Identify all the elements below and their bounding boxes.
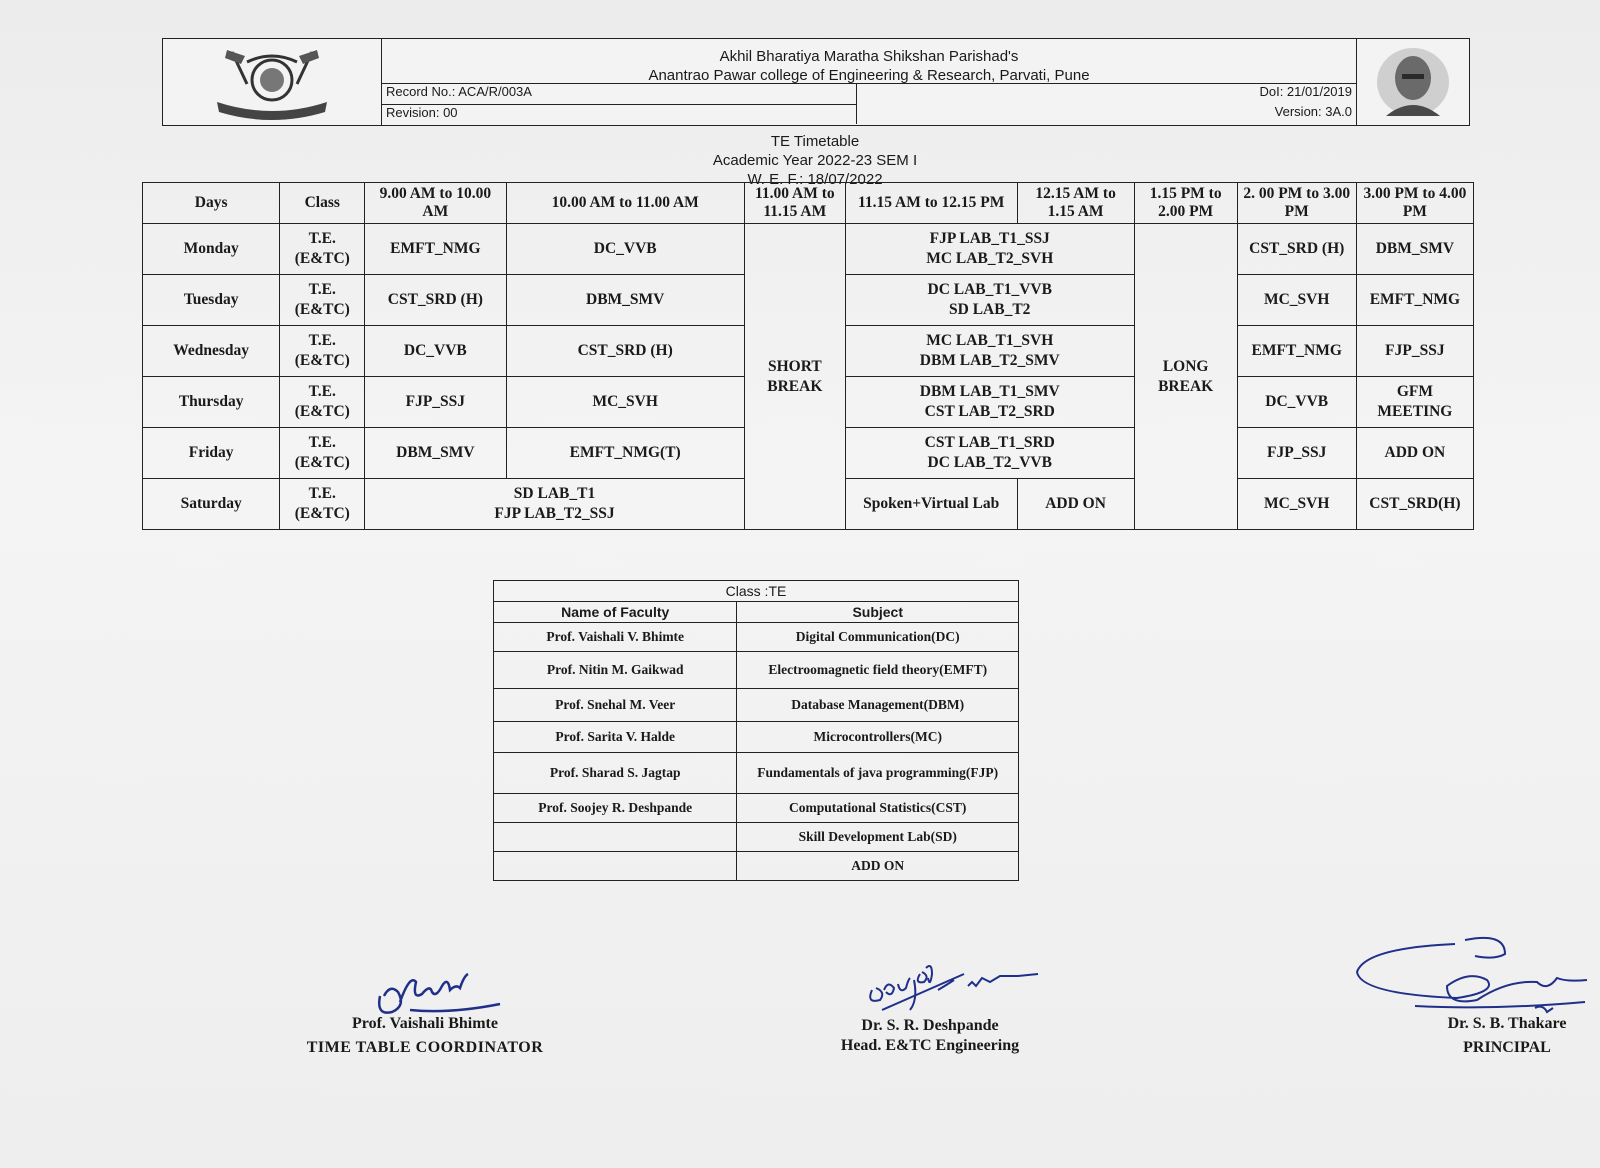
- class-cell: T.E. (E&TC): [280, 275, 365, 326]
- coordinator-signature-block: [280, 1012, 570, 1060]
- lab-cell: [845, 377, 1134, 428]
- header-subject: Subject: [737, 602, 1019, 623]
- day-cell: Friday: [143, 428, 280, 479]
- header-long-break: 1.15 PM to 2.00 PM: [1134, 183, 1237, 224]
- lab-batch-1: DC LAB_T1_VVB: [927, 281, 1052, 298]
- founder-photo: [1356, 39, 1469, 125]
- document-header: [162, 38, 1470, 126]
- lab-batch-2: MC LAB_T2_SVH: [926, 250, 1054, 267]
- header-slot-5: 2. 00 PM to 3.00 PM: [1237, 183, 1356, 224]
- lab-batch-1: MC LAB_T1_SVH: [926, 332, 1054, 349]
- session-cell: FJP_SSJ: [365, 377, 506, 428]
- lab-batch-2: DBM LAB_T2_SMV: [919, 352, 1060, 369]
- table-row: [494, 722, 1019, 753]
- lab-batch-2: SD LAB_T2: [949, 301, 1031, 318]
- session-cell: EMFT_NMG(T): [506, 428, 744, 479]
- table-row: [494, 794, 1019, 823]
- hod-name: Dr. S. R. Deshpande: [861, 1017, 999, 1034]
- emblem-icon: [207, 42, 337, 122]
- session-cell: DBM_SMV: [506, 275, 744, 326]
- session-cell: FJP_SSJ: [1356, 326, 1473, 377]
- institution-logo: [163, 39, 382, 125]
- faculty-name: [494, 852, 737, 881]
- lab-batch-1: CST LAB_T1_SRD: [924, 434, 1055, 451]
- version-number: Version: 3A.0: [1274, 104, 1352, 119]
- faculty-table-caption: Class :TE: [494, 581, 1019, 602]
- class-cell: T.E. (E&TC): [280, 479, 365, 530]
- faculty-subject: Skill Development Lab(SD): [737, 823, 1019, 852]
- faculty-subject: ADD ON: [737, 852, 1019, 881]
- hod-signature-block: [780, 1016, 1080, 1056]
- session-cell: EMFT_NMG: [1237, 326, 1356, 377]
- session-cell: DC_VVB: [506, 224, 744, 275]
- lab-batch-2: DC LAB_T2_VVB: [927, 454, 1052, 471]
- class-cell: T.E. (E&TC): [280, 428, 365, 479]
- faculty-name: Prof. Sarita V. Halde: [494, 722, 737, 753]
- coordinator-role: TIME TABLE COORDINATOR: [306, 1039, 544, 1056]
- principal-role: PRINCIPAL: [1463, 1039, 1551, 1056]
- faculty-subject: Digital Communication(DC): [737, 623, 1019, 652]
- principal-name: Dr. S. B. Thakare: [1447, 1015, 1567, 1032]
- session-cell: DBM_SMV: [1356, 224, 1473, 275]
- coordinator-name: Prof. Vaishali Bhimte: [352, 1015, 498, 1032]
- session-cell: EMFT_NMG: [365, 224, 506, 275]
- day-cell: Thursday: [143, 377, 280, 428]
- day-cell: Tuesday: [143, 275, 280, 326]
- lab-cell: [845, 275, 1134, 326]
- session-cell: CST_SRD (H): [1237, 224, 1356, 275]
- session-cell: GFM MEETING: [1356, 377, 1473, 428]
- faculty-name: [494, 823, 737, 852]
- header-days: Days: [143, 183, 280, 224]
- session-cell: CST_SRD(H): [1356, 479, 1473, 530]
- class-cell: T.E. (E&TC): [280, 224, 365, 275]
- faculty-name: Prof. Vaishali V. Bhimte: [494, 623, 737, 652]
- table-row: [494, 652, 1019, 689]
- effective-date: W. E. F.: 18/07/2022: [747, 171, 883, 188]
- faculty-subject: Fundamentals of java programming(FJP): [737, 753, 1019, 794]
- lab-batch-1: FJP LAB_T1_SSJ: [929, 230, 1050, 247]
- session-cell: FJP_SSJ: [1237, 428, 1356, 479]
- session-cell: MC_SVH: [1237, 479, 1356, 530]
- table-row: [494, 623, 1019, 652]
- session-cell: DC_VVB: [1237, 377, 1356, 428]
- header-faculty-name: Name of Faculty: [494, 602, 737, 623]
- class-cell: T.E. (E&TC): [280, 377, 365, 428]
- record-number: Record No.: ACA/R/003A: [382, 84, 857, 104]
- session-cell: EMFT_NMG: [1356, 275, 1473, 326]
- header-short-break: 11.00 AM to 11.15 AM: [744, 183, 845, 224]
- lab-batch-1: DBM LAB_T1_SMV: [919, 383, 1060, 400]
- timetable-titles: [0, 132, 1600, 189]
- principal-signature-block: [1432, 1012, 1582, 1060]
- faculty-table: [493, 580, 1019, 881]
- faculty-subject: Electroomagnetic field theory(EMFT): [737, 652, 1019, 689]
- faculty-name: Prof. Soojey R. Deshpande: [494, 794, 737, 823]
- faculty-subject: Database Management(DBM): [737, 689, 1019, 722]
- session-cell: CST_SRD (H): [365, 275, 506, 326]
- lab-batch-1: SD LAB_T1: [513, 485, 596, 502]
- header-class: Class: [280, 183, 365, 224]
- faculty-name: Prof. Nitin M. Gaikwad: [494, 652, 737, 689]
- faculty-subject: Microcontrollers(MC): [737, 722, 1019, 753]
- header-slot-4: 12.15 AM to 1.15 AM: [1017, 183, 1134, 224]
- lab-cell: [845, 326, 1134, 377]
- lab-cell: [365, 479, 745, 530]
- lab-cell: [845, 428, 1134, 479]
- session-cell: MC_SVH: [506, 377, 744, 428]
- faculty-name: Prof. Sharad S. Jagtap: [494, 753, 737, 794]
- table-row: [494, 823, 1019, 852]
- session-cell: ADD ON: [1017, 479, 1134, 530]
- session-cell: DC_VVB: [365, 326, 506, 377]
- long-break-cell: [1134, 224, 1237, 530]
- faculty-name: Prof. Snehal M. Veer: [494, 689, 737, 722]
- lab-batch-2: CST LAB_T2_SRD: [924, 403, 1055, 420]
- day-cell: Monday: [143, 224, 280, 275]
- session-cell: CST_SRD (H): [506, 326, 744, 377]
- faculty-subject: Computational Statistics(CST): [737, 794, 1019, 823]
- session-cell: ADD ON: [1356, 428, 1473, 479]
- org-line-2: Anantrao Pawar college of Engineering & Research, Parvati, Pune: [648, 67, 1090, 84]
- academic-year: Academic Year 2022-23 SEM I: [712, 152, 918, 169]
- day-cell: Wednesday: [143, 326, 280, 377]
- timetable: [142, 182, 1474, 530]
- table-row: [494, 689, 1019, 722]
- header-slot-3: 11.15 AM to 12.15 PM: [845, 183, 1017, 224]
- session-cell: Spoken+Virtual Lab: [845, 479, 1017, 530]
- session-cell: DBM_SMV: [365, 428, 506, 479]
- header-slot-2: 10.00 AM to 11.00 AM: [506, 183, 744, 224]
- long-break-label: LONG BREAK: [1158, 357, 1214, 395]
- timetable-title: TE Timetable: [770, 133, 860, 150]
- organization-name: [382, 39, 1356, 83]
- short-break-label: SHORT BREAK: [767, 357, 823, 395]
- session-cell: MC_SVH: [1237, 275, 1356, 326]
- date-of-issue: DoI: 21/01/2019: [1259, 84, 1352, 99]
- org-line-1: Akhil Bharatiya Maratha Shikshan Parishad's: [719, 48, 1019, 65]
- table-row: [494, 753, 1019, 794]
- table-row: [494, 852, 1019, 881]
- header-slot-1: 9.00 AM to 10.00 AM: [365, 183, 506, 224]
- day-cell: Saturday: [143, 479, 280, 530]
- short-break-cell: [744, 224, 845, 530]
- hod-role: Head. E&TC Engineering: [840, 1037, 1020, 1054]
- lab-cell: [845, 224, 1134, 275]
- portrait-icon: [1374, 46, 1452, 118]
- header-slot-6: 3.00 PM to 4.00 PM: [1356, 183, 1473, 224]
- lab-batch-2: FJP LAB_T2_SSJ: [494, 505, 615, 522]
- table-row: [143, 224, 1474, 275]
- class-cell: T.E. (E&TC): [280, 326, 365, 377]
- timetable-header-row: [143, 183, 1474, 224]
- revision-number: Revision: 00: [382, 104, 857, 124]
